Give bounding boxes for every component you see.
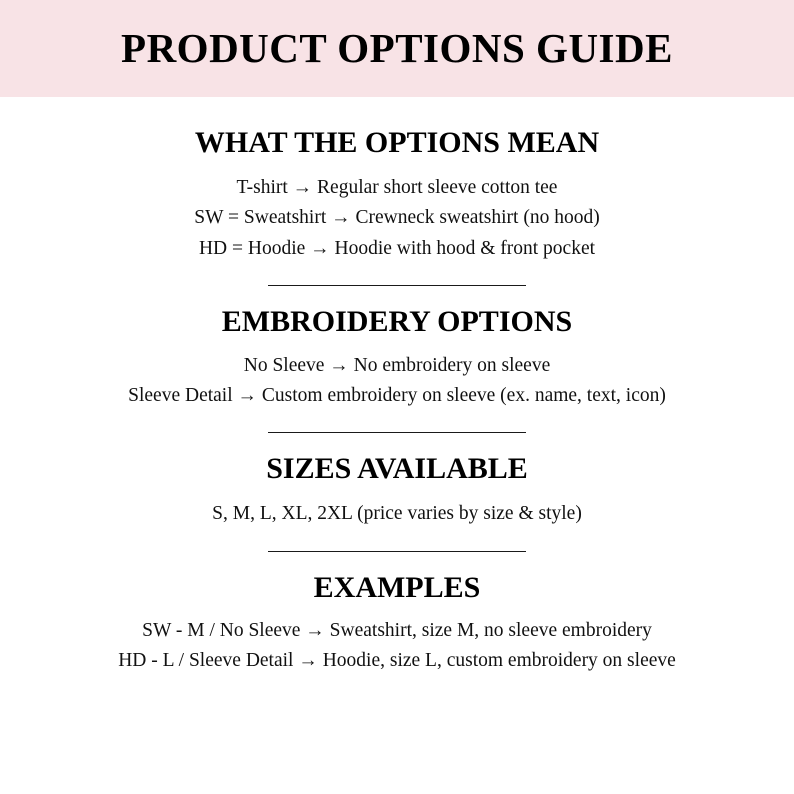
options-mean-line-3: HD = Hoodie → Hoodie with hood & front pocket — [198, 237, 596, 259]
examples-line-1: SW - M / No Sleeve → Sweatshirt, size M, no sleeve embroidery — [142, 619, 652, 641]
options-mean-line-1: T-shirt → Regular short sleeve cotton tee — [236, 177, 558, 198]
page-title: PRODUCT OPTIONS GUIDE — [121, 25, 673, 71]
embroidery-line-2: Sleeve Detail → Custom embroidery on sleeve (ex. name, text, icon) — [128, 385, 666, 407]
sizes-line-1: S, M, L, XL, 2XL (price varies by size & style) — [212, 503, 582, 525]
section-embroidery-options — [0, 304, 794, 412]
header-banner — [0, 0, 794, 97]
section-title-sizes: SIZES AVAILABLE — [266, 452, 528, 486]
section-divider-2 — [268, 432, 526, 433]
section-sizes-available — [0, 451, 794, 529]
section-divider-3 — [268, 551, 526, 552]
examples-line-2: HD - L / Sleeve Detail → Hoodie, size L, custom embroidery on sleeve — [118, 649, 676, 671]
embroidery-line-1: No Sleeve → No embroidery on sleeve — [243, 354, 551, 376]
section-title-examples: EXAMPLES — [313, 570, 481, 604]
section-what-the-options-mean — [0, 125, 794, 264]
section-divider-1 — [268, 285, 526, 286]
options-mean-line-2: SW = Sweatshirt → Crewneck sweatshirt (no hood) — [194, 207, 600, 229]
section-examples — [0, 570, 794, 677]
guide-content — [0, 97, 794, 794]
section-title-options-mean: WHAT THE OPTIONS MEAN — [194, 126, 600, 159]
section-title-embroidery: EMBROIDERY OPTIONS — [221, 304, 573, 338]
